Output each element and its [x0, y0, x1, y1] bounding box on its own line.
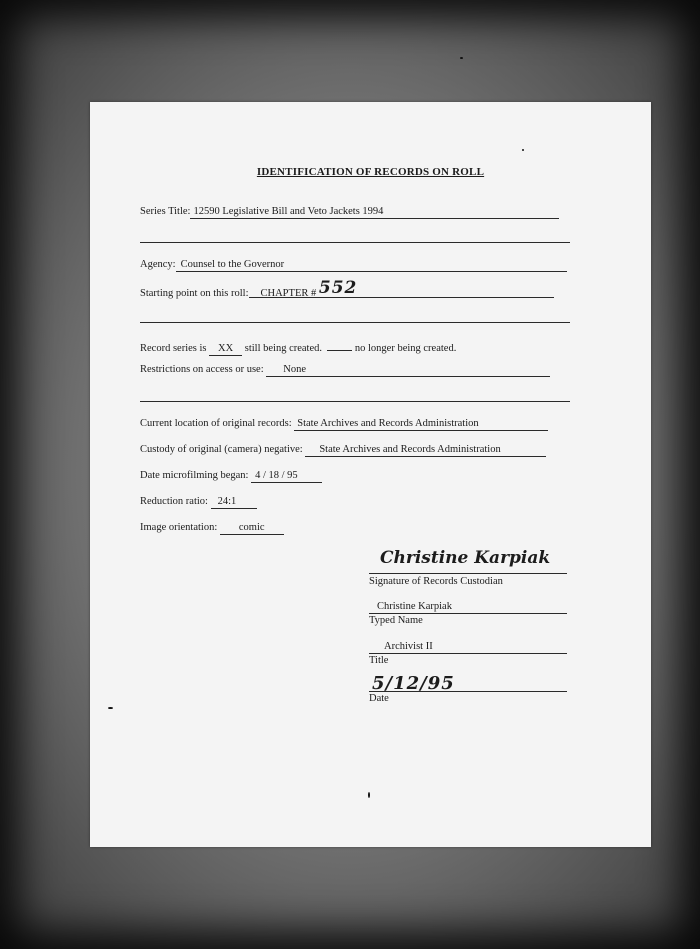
starting-point-field: [249, 278, 554, 299]
custody-row: [140, 444, 546, 457]
record-series-label: Record series is: [140, 343, 207, 354]
blank-line: [140, 242, 570, 243]
custody-field: [305, 444, 546, 457]
reduction-row: [140, 496, 257, 509]
typed-name-label: Typed Name: [369, 615, 423, 626]
starting-point-value: CHAPTER #: [260, 288, 317, 299]
still-created-label: still being created.: [244, 343, 322, 354]
paper-speck: [368, 792, 370, 798]
agency-label: Agency:: [140, 259, 176, 270]
typed-name-line: [369, 613, 567, 614]
date-began-row: [140, 470, 322, 483]
location-label: Current location of original records:: [140, 418, 292, 429]
signature-caption: Signature of Records Custodian: [369, 576, 503, 587]
orientation-row: [140, 522, 284, 535]
no-longer-label: no longer being created.: [354, 343, 457, 354]
form-sheet: [90, 102, 651, 847]
custody-value: State Archives and Records Administration: [319, 444, 501, 455]
date-began-label: Date microfilming began:: [140, 470, 249, 481]
title-line: [369, 653, 567, 654]
location-field: [294, 418, 548, 431]
series-title-label: Series Title:: [140, 206, 191, 217]
date-value-handwritten: 5/12/95: [372, 673, 455, 694]
title-label: Title: [369, 655, 389, 666]
reduction-field: [211, 496, 257, 509]
starting-point-row: [140, 278, 554, 299]
orientation-field: [220, 522, 284, 535]
no-longer-field: [327, 338, 352, 351]
record-series-row: [140, 338, 456, 356]
signature-line: [369, 573, 567, 574]
date-line: [369, 691, 567, 692]
chapter-number-handwritten: 552: [318, 278, 358, 298]
blank-line: [140, 322, 570, 323]
orientation-value: comic: [238, 522, 265, 533]
restrictions-value: None: [283, 364, 307, 375]
still-created-field: [209, 343, 242, 356]
still-created-mark: XX: [218, 343, 234, 354]
reduction-value: 24:1: [217, 496, 237, 507]
location-value: State Archives and Records Administration: [297, 418, 479, 429]
agency-value: Counsel to the Governor: [180, 259, 285, 270]
agency-row: [140, 259, 567, 272]
date-began-field: [251, 470, 322, 483]
agency-field: [176, 259, 567, 272]
restrictions-row: [140, 364, 550, 377]
paper-speck: [108, 707, 113, 709]
blank-line: [140, 401, 570, 402]
series-title-field: [190, 206, 559, 219]
restrictions-label: Restrictions on access or use:: [140, 364, 264, 375]
series-title-value: 12590 Legislative Bill and Veto Jackets 1994: [193, 206, 384, 217]
starting-point-label: Starting point on this roll:: [140, 288, 249, 299]
handwritten-signature: Christine Karpiak: [380, 548, 551, 568]
paper-speck: [522, 149, 524, 151]
date-label: Date: [369, 693, 389, 704]
orientation-label: Image orientation:: [140, 522, 218, 533]
title-value: Archivist II: [384, 641, 433, 652]
date-began-value: 4 / 18 / 95: [255, 470, 298, 481]
restrictions-field: [266, 364, 550, 377]
typed-name-value: Christine Karpiak: [377, 601, 452, 612]
film-speck: [460, 57, 463, 59]
form-title: IDENTIFICATION OF RECORDS ON ROLL: [256, 166, 485, 178]
reduction-label: Reduction ratio:: [140, 496, 208, 507]
series-title-row: [140, 206, 559, 219]
custody-label: Custody of original (camera) negative:: [140, 444, 303, 455]
location-row: [140, 418, 548, 431]
